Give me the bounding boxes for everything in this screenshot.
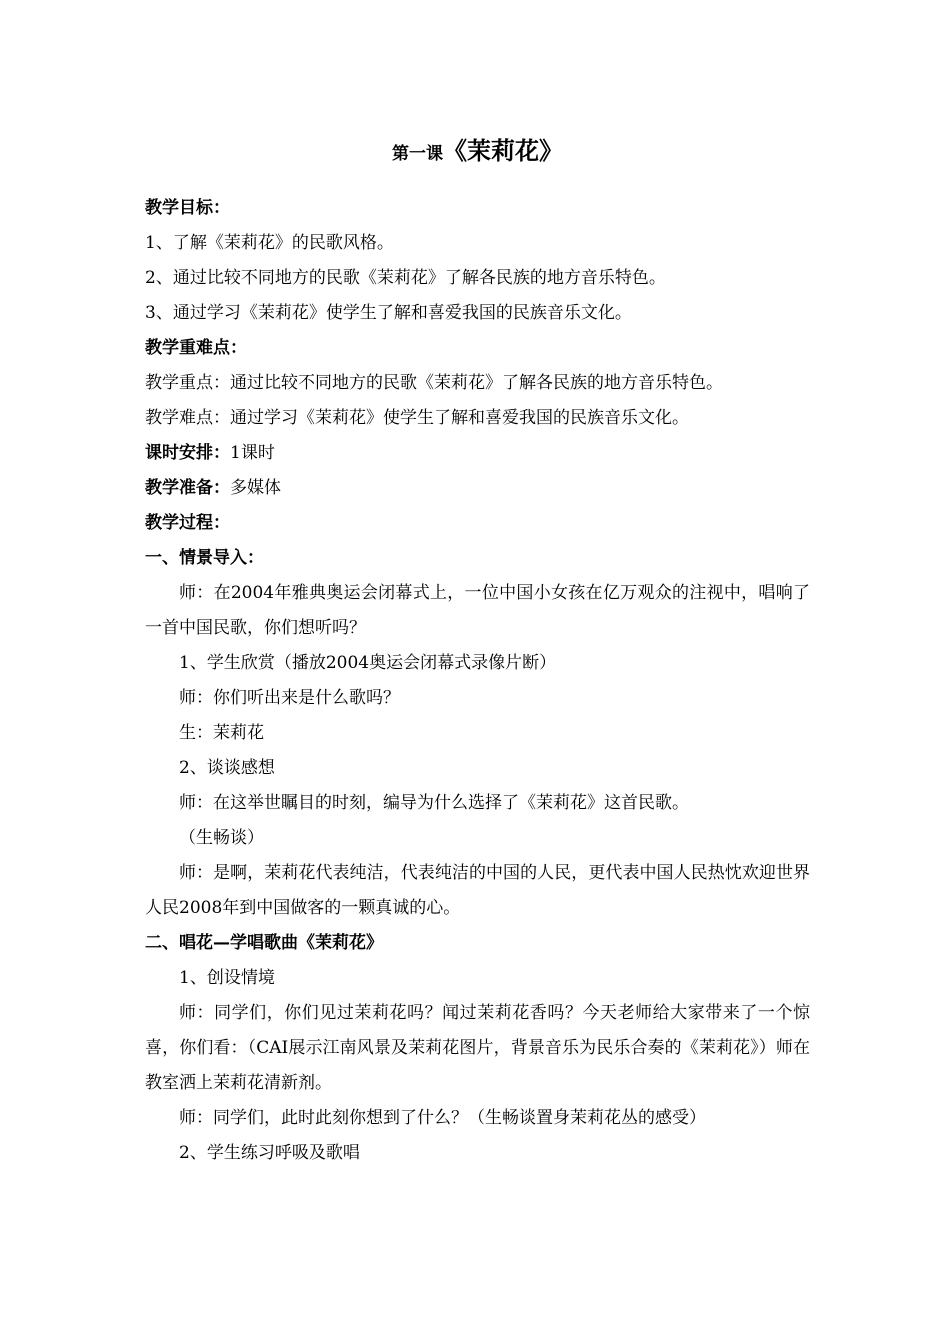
process-heading: 教学过程：	[145, 513, 230, 533]
key-points-heading: 教学重难点：	[145, 338, 247, 358]
schedule-line	[145, 436, 810, 471]
preparation-label: 教学准备：	[145, 478, 230, 498]
section2-paragraph-1: 师：同学们，你们见过茉莉花吗？闻过茉莉花香吗？今天老师给大家带来了一个惊喜，你们看：（CAI展示江南风景及茉莉花图片，背景音乐为民乐合奏的《茉莉花》）师在教室洒上茉莉花清新剂。	[145, 1003, 810, 1093]
section1-line-3: 生：茉莉花	[179, 723, 264, 743]
section1-line-6: （生畅谈）	[179, 828, 264, 848]
section2-line-2: 师：同学们，此时此刻你想到了什么？（生畅谈置身茉莉花丛的感受）	[179, 1108, 706, 1128]
key-point-difficulty: 教学难点：通过学习《茉莉花》使学生了解和喜爱我国的民族音乐文化。	[145, 408, 689, 428]
preparation-value: 多媒体	[230, 478, 281, 498]
schedule-label: 课时安排：	[145, 443, 230, 463]
section1-paragraph-2: 师：是啊，茉莉花代表纯洁，代表纯洁的中国的人民，更代表中国人民热忱欢迎世界人民2008年到中国做客的一颗真诚的心。	[145, 863, 810, 918]
lesson-title-name: 《茉莉花》	[443, 137, 563, 165]
lesson-title	[145, 136, 810, 169]
schedule-value: 1课时	[230, 443, 275, 463]
section1-line-4: 2、谈谈感想	[179, 758, 275, 778]
section2-line-1: 1、创设情境	[179, 968, 275, 988]
objective-item-2: 2、通过比较不同地方的民歌《茉莉花》了解各民族的地方音乐特色。	[145, 268, 666, 288]
preparation-line	[145, 471, 810, 506]
lesson-title-prefix: 第一课	[392, 144, 443, 164]
objective-item-3: 3、通过学习《茉莉花》使学生了解和喜爱我国的民族音乐文化。	[145, 303, 632, 323]
section1-paragraph-1: 师：在2004年雅典奥运会闭幕式上，一位中国小女孩在亿万观众的注视中，唱响了一首中国民歌，你们想听吗？	[145, 583, 810, 638]
section1-heading: 一、情景导入：	[145, 548, 264, 568]
key-point-focus: 教学重点：通过比较不同地方的民歌《茉莉花》了解各民族的地方音乐特色。	[145, 373, 723, 393]
section2-heading: 二、唱花—学唱歌曲《茉莉花》	[145, 933, 383, 953]
section1-line-2: 师：你们听出来是什么歌吗？	[179, 688, 400, 708]
section2-line-3: 2、学生练习呼吸及歌唱	[179, 1143, 360, 1163]
objectives-heading: 教学目标：	[145, 198, 230, 218]
section1-line-5: 师：在这举世瞩目的时刻，编导为什么选择了《茉莉花》这首民歌。	[179, 793, 689, 813]
objective-item-1: 1、了解《茉莉花》的民歌风格。	[145, 233, 394, 253]
section1-line-1: 1、学生欣赏（播放2004奥运会闭幕式录像片断）	[179, 653, 557, 673]
